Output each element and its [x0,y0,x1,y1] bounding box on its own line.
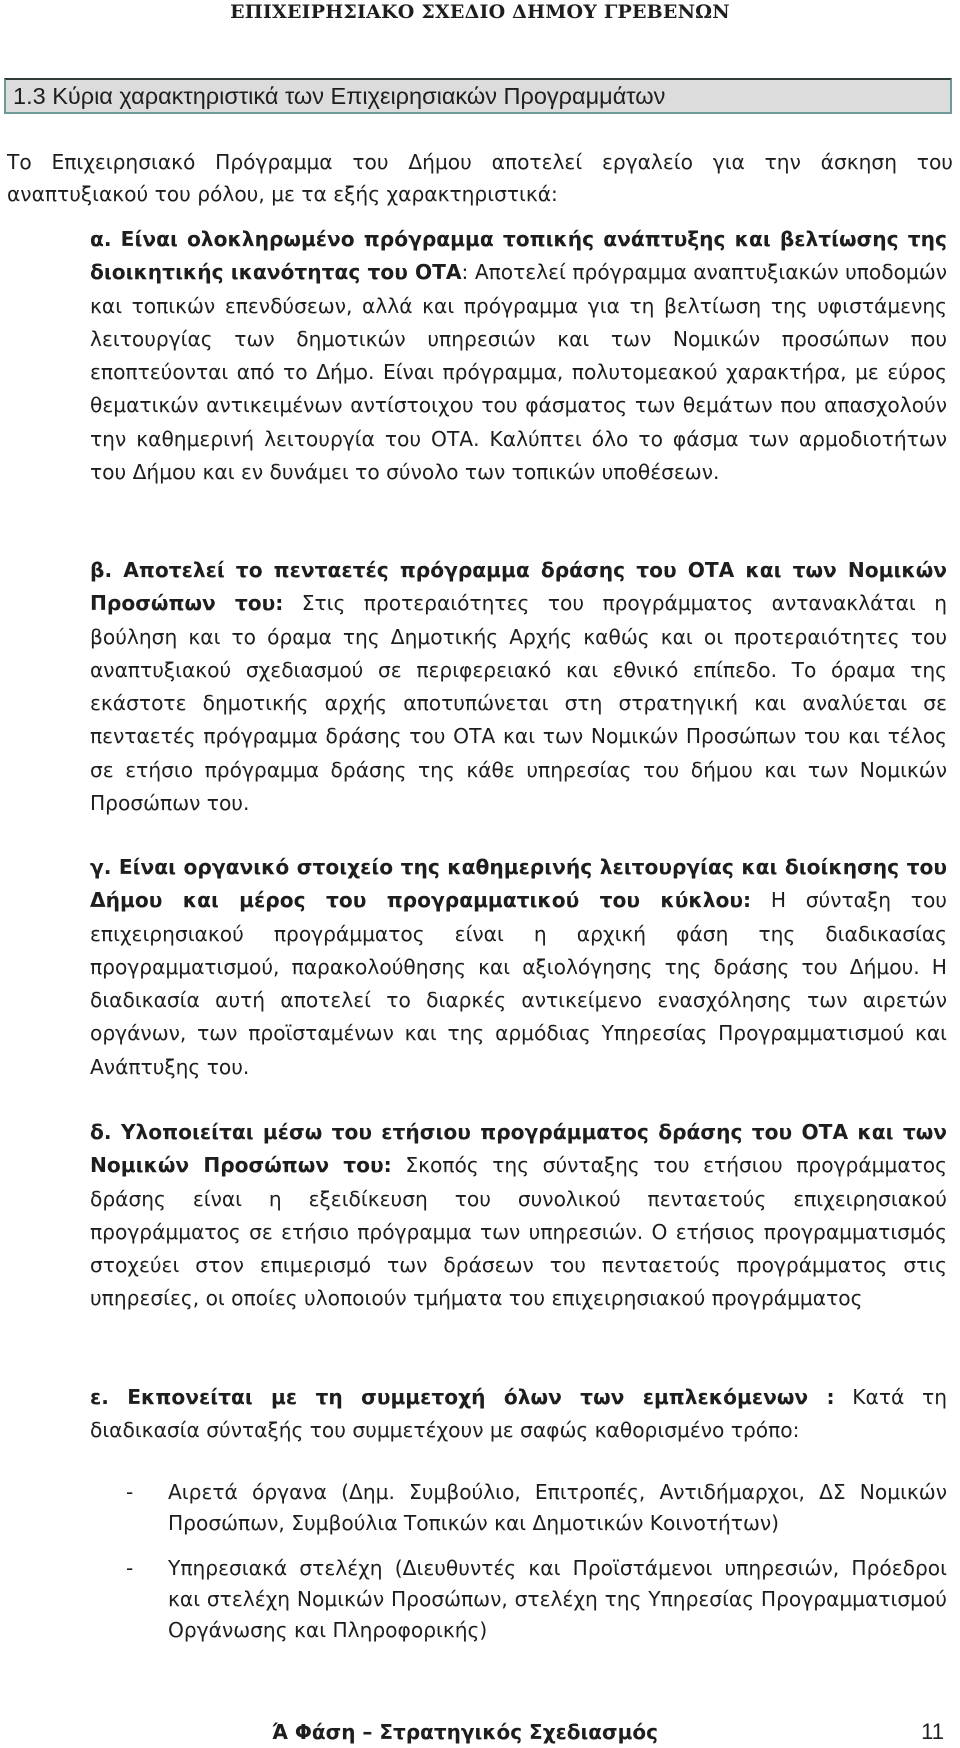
item-c [90,851,947,1084]
intro-paragraph: Το Επιχειρησιακό Πρόγραμμα του Δήμου αποτελεί εργαλείο για την άσκηση του αναπτυξιακού του ρόλου, με τα εξής χαρακτηριστικά: [7,150,953,206]
page-header: ΕΠΙΧΕΙΡΗΣΙΑΚΟ ΣΧΕΔΙΟ ΔΗΜΟΥ ΓΡΕΒΕΝΩΝ [230,1,730,23]
bullet-dash: - [126,1556,134,1580]
item-e-lead: ε. Εκπονείται με τη συμμετοχή όλων των εμπλεκόμενων : [90,1385,835,1409]
item-a [90,223,947,489]
item-c-text: Η σύνταξη του επιχειρησιακού προγράμματος είναι η αρχική φάση της διαδικασίας προγραμματισμού, παρακολούθησης και αξιολόγησης της δράσης του Δήμου. Η διαδικασία αυτή αποτελεί το διαρκές αντικείμενο ενασχόλησης των αιρετών οργάνων, των προϊσταμένων και της αρμόδιας Υπηρεσίας Προγραμματισμού και Ανάπτυξης του. [90,888,947,1079]
item-c-lead: γ. Είναι οργανικό στοιχείο της καθημερινής λειτουργίας και διοίκησης του Δήμου και μέρος του προγραμματικού του κύκλου: [90,855,947,913]
item-e-text: Κατά τη διαδικασία σύνταξής του συμμετέχουν με σαφώς καθορισμένο τρόπο: [90,1385,947,1443]
bullet-item: Αιρετά όργανα (Δημ. Συμβούλιο, Επιτροπές, Αντιδήμαρχοι, ΔΣ Νομικών Προσώπων, Συμβούλια Τοπικών και Δημοτικών Κοινοτήτων) [168,1480,947,1535]
item-b [90,554,947,820]
item-a-lead: α. Είναι ολοκληρωμένο πρόγραμμα τοπικής ανάπτυξης και βελτίωσης της διοικητικής ικανότητας του ΟΤΑ [90,227,947,285]
item-a-text: : Αποτελεί πρόγραμμα αναπτυξιακών υποδομών και τοπικών επενδύσεων, αλλά και πρόγραμμα για τη βελτίωση της υφιστάμενης λειτουργίας των δημοτικών υπηρεσιών και των Νομικών προσώπων που εποπτεύονται από το Δήμο. Είναι πρόγραμμα, πολυτομεακού χαρακτήρα, με εύρος θεματικών αντικειμένων αντίστοιχου του φάσματος των θεμάτων που απασχολούν την καθημερινή λειτουργία του ΟΤΑ. Καλύπτει όλο το φάσμα των αρμοδιοτήτων του Δήμου και εν δυνάμει το σύνολο των τοπικών υποθέσεων. [90,260,947,485]
page-footer [0,1718,960,1746]
footer-phase: Ά Φάση – Στρατηγικός Σχεδιασμός [272,1720,658,1744]
item-d [90,1116,947,1316]
item-b-text: Στις προτεραιότητες του προγράμματος αντανακλάται η βούληση και το όραμα της Δημοτικής Αρχής καθώς και οι προτεραιότητες του αναπτυξιακού σχεδιασμού σε περιφερειακό και εθνικό επίπεδο. Το όραμα της εκάστοτε δημοτικής αρχής αποτυπώνεται στη στρατηγική και αναλύεται σε πενταετές πρόγραμμα δράσης του ΟΤΑ και των Νομικών Προσώπων του και τέλος σε ετήσιο πρόγραμμα δράσης της κάθε υπηρεσίας του δήμου και των Νομικών Προσώπων του. [90,591,947,816]
item-e [90,1381,947,1448]
section-heading: 1.3 Κύρια χαρακτηριστικά των Επιχειρησιακών Προγραμμάτων [4,78,952,114]
bullet-dash: - [126,1480,134,1504]
item-d-lead: δ. Υλοποιείται μέσω του ετήσιου προγράμματος δράσης του ΟΤΑ και των Νομικών Προσώπων του: [90,1120,947,1178]
item-d-text: Σκοπός της σύνταξης του ετήσιου προγράμματος δράσης είναι η εξειδίκευση του συνολικού πενταετούς επιχειρησιακού προγράμματος σε ετήσιο πρόγραμμα των υπηρεσιών. Ο ετήσιος προγραμματισμός στοχεύει στον επιμερισμό των δράσεων του πενταετούς προγράμματος στις υπηρεσίες, οι οποίες υλοποιούν τμήματα του επιχειρησιακού προγράμματος [90,1153,947,1311]
page-number: 11 [921,1719,944,1744]
item-b-lead: β. Αποτελεί το πενταετές πρόγραμμα δράσης του ΟΤΑ και των Νομικών Προσώπων του: [90,558,947,616]
bullet-item: Υπηρεσιακά στελέχη (Διευθυντές και Προϊστάμενοι υπηρεσιών, Πρόεδροι και στελέχη Νομικών Προσώπων, στελέχη της Υπηρεσίας Προγραμματισμού Οργάνωσης και Πληροφορικής) [168,1556,947,1642]
